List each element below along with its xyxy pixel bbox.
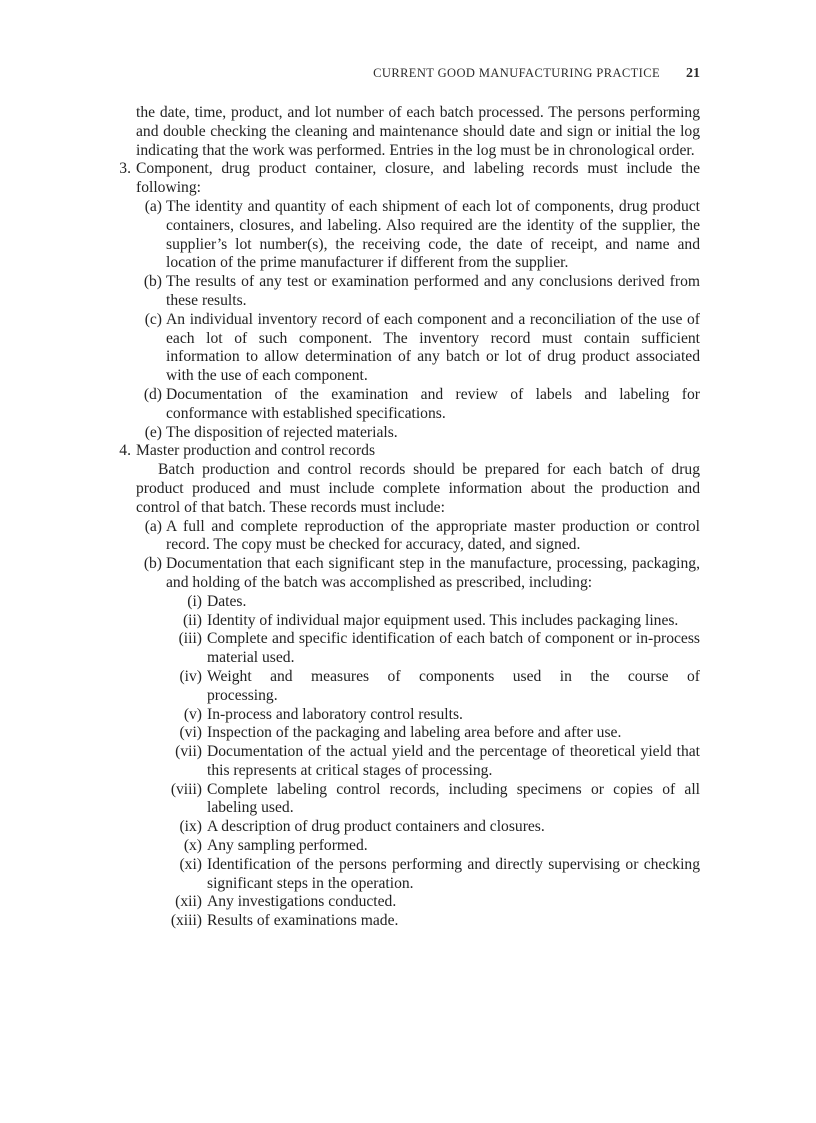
- roman-text: Any sampling performed.: [207, 837, 368, 855]
- roman-item-ii: [166, 612, 700, 631]
- roman-marker: (ix): [179, 818, 202, 836]
- sub-marker: (a): [144, 517, 162, 535]
- roman-item-vii: [166, 743, 700, 781]
- roman-text: Results of examinations made.: [207, 912, 399, 930]
- list-item-text: Component, drug product container, closure, and labeling records must include the following:: [136, 160, 700, 197]
- roman-text: Inspection of the packaging and labeling area before and after use.: [207, 724, 622, 742]
- roman-marker: (xiii): [170, 912, 202, 930]
- sub-item-4b: [136, 555, 700, 593]
- sub-text: A full and complete reproduction of the appropriate master production or control record. The copy must be checked for accuracy, dated, and signed.: [166, 517, 700, 554]
- list-item-4: [106, 442, 700, 931]
- sub-text: The results of any test or examination performed and any conclusions derived from these results.: [166, 273, 700, 309]
- roman-text: Identity of individual major equipment used. This includes packaging lines.: [207, 611, 679, 629]
- sub-marker: (d): [143, 385, 162, 403]
- sub-text: Documentation of the examination and review of labels and labeling for conformance with established specifications.: [166, 385, 700, 422]
- sub-item-4a: [136, 518, 700, 556]
- sub-text: The identity and quantity of each shipment of each lot of components, drug product containers, closures, and labeling. Also required are the identity of the supplier, the supplier’s lot number(s), the receiving code, the date of receipt, and name and location of the prime manufacturer if different from the supplier.: [166, 197, 700, 272]
- page-body: [119, 104, 700, 931]
- running-header: [0, 66, 700, 82]
- roman-text: Complete and specific identification of each batch of component or in-process material used.: [207, 630, 700, 667]
- sub-text: The disposition of rejected materials.: [166, 423, 398, 441]
- roman-marker: (x): [183, 837, 202, 855]
- sub-item-3b: [136, 273, 700, 311]
- roman-marker: (vii): [175, 743, 202, 761]
- roman-item-v: [166, 706, 700, 725]
- page-number: 21: [686, 66, 700, 81]
- sub-item-3e: [136, 424, 700, 443]
- roman-text: Dates.: [207, 592, 247, 610]
- roman-marker: (iii): [178, 630, 202, 648]
- continuation-paragraph: the date, time, product, and lot number of each batch processed. The persons performing and double checking the cleaning and maintenance should date and sign or initial the log indicating that the work was performed. Entries in the log must be in chronological order.: [136, 104, 700, 159]
- roman-marker: (i): [187, 592, 202, 610]
- roman-marker: (vi): [179, 724, 202, 742]
- roman-text: A description of drug product containers and closures.: [207, 818, 545, 836]
- roman-text: Documentation of the actual yield and the percentage of theoretical yield that this represents at critical stages of processing.: [207, 743, 700, 779]
- roman-item-i: [166, 593, 700, 612]
- sub-marker: (c): [144, 310, 162, 328]
- roman-item-viii: [166, 781, 700, 819]
- roman-item-ix: [166, 818, 700, 837]
- sub-marker: (a): [144, 197, 162, 215]
- list-marker: 3.: [119, 160, 131, 178]
- sub-text: Documentation that each significant step in the manufacture, processing, packaging, and holding of the batch was accomplished as prescribed, including:: [166, 555, 700, 591]
- roman-text: In-process and laboratory control results.: [207, 705, 463, 723]
- roman-marker: (xii): [175, 893, 202, 911]
- roman-marker: (v): [183, 705, 202, 723]
- roman-marker: (iv): [179, 667, 202, 685]
- sub-marker: (e): [144, 423, 162, 441]
- roman-item-iii: [166, 630, 700, 668]
- roman-item-xi: [166, 856, 700, 894]
- roman-marker: (viii): [170, 780, 202, 798]
- roman-item-xii: [166, 893, 700, 912]
- sub-item-3a: [136, 198, 700, 273]
- running-title: CURRENT GOOD MANUFACTURING PRACTICE: [373, 66, 660, 80]
- roman-item-iv: [166, 668, 700, 706]
- roman-text: Any investigations conducted.: [207, 893, 397, 911]
- roman-text: Complete labeling control records, including specimens or copies of all labeling used.: [207, 780, 700, 817]
- sub-text: An individual inventory record of each component and a reconciliation of the use of each lot of such component. The inventory record must contain sufficient information to allow determination of any batch or lot of drug product associated with the use of each component.: [166, 310, 700, 385]
- roman-item-vi: [166, 724, 700, 743]
- roman-item-xiii: [166, 912, 700, 931]
- roman-text: Identification of the persons performing and directly supervising or checking significant steps in the operation.: [207, 855, 700, 892]
- sub-marker: (b): [143, 273, 162, 291]
- roman-marker: (xi): [179, 855, 202, 873]
- sub-item-3d: [136, 386, 700, 424]
- sub-marker: (b): [143, 555, 162, 573]
- roman-item-x: [166, 837, 700, 856]
- list-marker: 4.: [119, 442, 131, 460]
- list-item-text: Master production and control records: [136, 442, 376, 460]
- sub-item-3c: [136, 311, 700, 386]
- list-item-3: [106, 160, 700, 442]
- batch-records-intro: Batch production and control records should be prepared for each batch of drug product produced and must include complete information about the production and control of that batch. These records must include:: [136, 461, 700, 516]
- roman-text: Weight and measures of components used in the course of processing.: [207, 667, 700, 704]
- roman-marker: (ii): [182, 611, 202, 629]
